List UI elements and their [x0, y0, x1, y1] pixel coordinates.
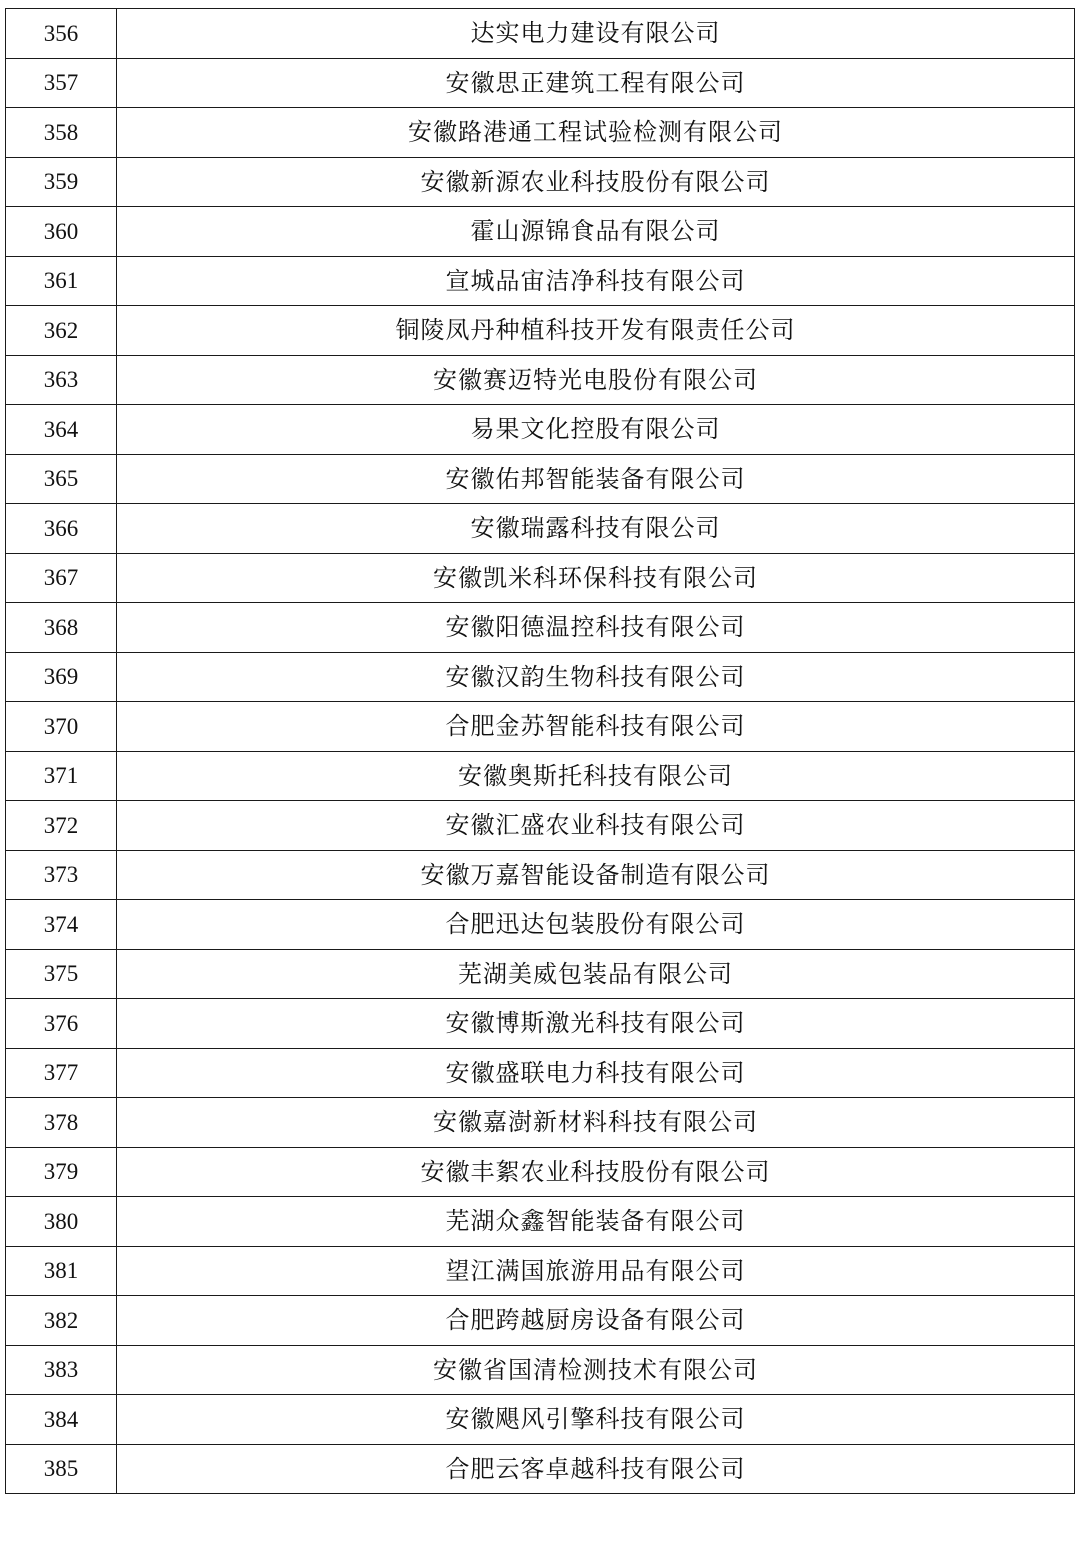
table-body [6, 9, 1075, 1494]
row-number-cell: 359 [6, 157, 117, 207]
table-row [6, 9, 1075, 59]
table-row [6, 1296, 1075, 1346]
row-number-cell: 382 [6, 1296, 117, 1346]
row-number-cell: 376 [6, 999, 117, 1049]
row-number-cell: 362 [6, 306, 117, 356]
row-number-cell: 363 [6, 355, 117, 405]
row-number-cell: 364 [6, 405, 117, 455]
table-row [6, 157, 1075, 207]
company-name-cell: 安徽汇盛农业科技有限公司 [117, 801, 1075, 851]
row-number-cell: 380 [6, 1197, 117, 1247]
company-name-cell: 安徽省国清检测技术有限公司 [117, 1345, 1075, 1395]
row-number-cell: 356 [6, 9, 117, 59]
table-row [6, 1098, 1075, 1148]
table-row [6, 553, 1075, 603]
company-name-cell: 安徽丰絮农业科技股份有限公司 [117, 1147, 1075, 1197]
table-row [6, 256, 1075, 306]
company-name-cell: 霍山源锦食品有限公司 [117, 207, 1075, 257]
company-name-cell: 安徽思正建筑工程有限公司 [117, 58, 1075, 108]
company-name-cell: 安徽佑邦智能装备有限公司 [117, 454, 1075, 504]
row-number-cell: 358 [6, 108, 117, 158]
company-name-cell: 易果文化控股有限公司 [117, 405, 1075, 455]
company-name-cell: 安徽奥斯托科技有限公司 [117, 751, 1075, 801]
row-number-cell: 366 [6, 504, 117, 554]
company-name-cell: 芜湖美威包装品有限公司 [117, 949, 1075, 999]
table-row [6, 1147, 1075, 1197]
company-name-cell: 安徽路港通工程试验检测有限公司 [117, 108, 1075, 158]
row-number-cell: 378 [6, 1098, 117, 1148]
row-number-cell: 368 [6, 603, 117, 653]
company-name-cell: 宣城品宙洁净科技有限公司 [117, 256, 1075, 306]
row-number-cell: 373 [6, 850, 117, 900]
company-name-cell: 安徽阳德温控科技有限公司 [117, 603, 1075, 653]
table-row [6, 454, 1075, 504]
table-row [6, 355, 1075, 405]
company-name-cell: 合肥跨越厨房设备有限公司 [117, 1296, 1075, 1346]
company-name-cell: 达实电力建设有限公司 [117, 9, 1075, 59]
table-row [6, 999, 1075, 1049]
row-number-cell: 367 [6, 553, 117, 603]
row-number-cell: 372 [6, 801, 117, 851]
row-number-cell: 370 [6, 702, 117, 752]
company-name-cell: 安徽万嘉智能设备制造有限公司 [117, 850, 1075, 900]
table-row [6, 1395, 1075, 1445]
row-number-cell: 369 [6, 652, 117, 702]
row-number-cell: 379 [6, 1147, 117, 1197]
row-number-cell: 357 [6, 58, 117, 108]
company-name-cell: 芜湖众鑫智能装备有限公司 [117, 1197, 1075, 1247]
company-list-table [5, 8, 1075, 1494]
table-row [6, 949, 1075, 999]
table-row [6, 850, 1075, 900]
row-number-cell: 384 [6, 1395, 117, 1445]
company-name-cell: 安徽凯米科环保科技有限公司 [117, 553, 1075, 603]
table-row [6, 306, 1075, 356]
company-name-cell: 安徽新源农业科技股份有限公司 [117, 157, 1075, 207]
table-row [6, 504, 1075, 554]
table-row [6, 801, 1075, 851]
company-name-cell: 合肥迅达包装股份有限公司 [117, 900, 1075, 950]
table-row [6, 652, 1075, 702]
company-name-cell: 合肥金苏智能科技有限公司 [117, 702, 1075, 752]
table-row [6, 108, 1075, 158]
table-row [6, 1444, 1075, 1494]
row-number-cell: 383 [6, 1345, 117, 1395]
table-row [6, 1197, 1075, 1247]
table-row [6, 207, 1075, 257]
row-number-cell: 385 [6, 1444, 117, 1494]
table-row [6, 751, 1075, 801]
row-number-cell: 371 [6, 751, 117, 801]
company-name-cell: 铜陵凤丹种植科技开发有限责任公司 [117, 306, 1075, 356]
table-row [6, 1345, 1075, 1395]
row-number-cell: 361 [6, 256, 117, 306]
company-name-cell: 安徽瑞露科技有限公司 [117, 504, 1075, 554]
company-name-cell: 安徽汉韵生物科技有限公司 [117, 652, 1075, 702]
row-number-cell: 360 [6, 207, 117, 257]
company-name-cell: 安徽博斯激光科技有限公司 [117, 999, 1075, 1049]
company-name-cell: 望江满国旅游用品有限公司 [117, 1246, 1075, 1296]
row-number-cell: 381 [6, 1246, 117, 1296]
company-name-cell: 合肥云客卓越科技有限公司 [117, 1444, 1075, 1494]
table-row [6, 405, 1075, 455]
company-name-cell: 安徽盛联电力科技有限公司 [117, 1048, 1075, 1098]
company-name-cell: 安徽赛迈特光电股份有限公司 [117, 355, 1075, 405]
row-number-cell: 377 [6, 1048, 117, 1098]
table-row [6, 900, 1075, 950]
table-row [6, 1246, 1075, 1296]
table-row [6, 603, 1075, 653]
row-number-cell: 375 [6, 949, 117, 999]
row-number-cell: 374 [6, 900, 117, 950]
row-number-cell: 365 [6, 454, 117, 504]
table-row [6, 58, 1075, 108]
table-row [6, 702, 1075, 752]
company-name-cell: 安徽飓风引擎科技有限公司 [117, 1395, 1075, 1445]
company-name-cell: 安徽嘉澍新材料科技有限公司 [117, 1098, 1075, 1148]
table-row [6, 1048, 1075, 1098]
